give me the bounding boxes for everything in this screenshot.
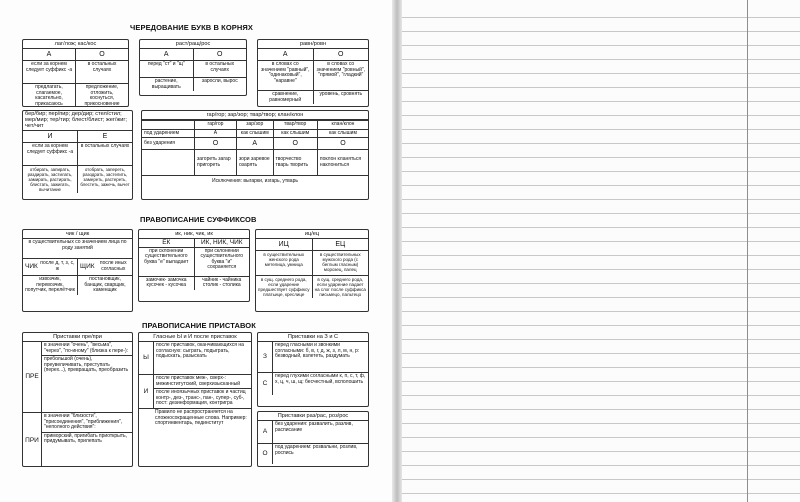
note: Правило не распространяется на сложносокращенные слова. Например: спортинвентарь, пединститут <box>155 408 247 427</box>
letter-z: З <box>258 342 273 372</box>
table-header: Приставки раз/рас, роз/рос <box>258 412 368 421</box>
rule-shchik: после иных согласных <box>99 260 127 272</box>
examples-ek: замочек- замочка кусочек - кусочка <box>145 276 187 289</box>
left-page <box>0 0 396 502</box>
table-lag-lozh <box>22 39 129 107</box>
examples-o: предложение, отложить, коснуться, прикосновение <box>75 84 128 107</box>
rule-a: без ударения: развалить, разлив, расписание <box>275 421 353 433</box>
rule-ik: при склонении существительного буква "и" сохраняется <box>194 248 250 276</box>
letter-o: О <box>75 49 128 60</box>
examples: загореть загар пригореть <box>195 150 237 176</box>
rule-ic-1: в существительных женского рода метелица, умница <box>263 252 305 267</box>
letter-o: О <box>193 49 247 60</box>
table-ber-bir <box>22 110 133 200</box>
examples-ik: чайник - чайника столик - столика <box>194 277 250 290</box>
table-ic-ec <box>255 229 369 312</box>
rule-i: если за корнем следует суффикс -а <box>26 143 74 155</box>
rule-a: в словах со значением "равный", "одинаковый", "наравне" <box>260 61 310 84</box>
suffixes-title: ПРАВОПИСАНИЕ СУФФИКСОВ <box>140 215 257 224</box>
table-header: Приставки на З и С <box>258 333 368 342</box>
col-head: зар/зор <box>236 121 273 130</box>
nostress-val: А <box>236 138 273 150</box>
table-header: иц/ец <box>256 230 368 239</box>
stress-val: как слышим <box>317 129 368 138</box>
letter-a: А <box>258 421 273 443</box>
rule-o: в остальных случаях <box>193 61 247 77</box>
examples-a: растение, выращивать <box>151 78 181 90</box>
examples-i: отбирать, запирать, раздирать, застилать, замирать, растирать, блистать, зажигать, вычитание <box>27 167 73 193</box>
rule-a: если за корнем следует суффикс -а <box>25 61 73 73</box>
table-header: чик / щик <box>23 230 132 239</box>
stress-val: А <box>195 129 237 138</box>
rule-z: перед гласными и звонкими согласными: б, в, г, д, ж, з, л, м, н, р: безводный, взлететь, раздумать <box>275 342 360 360</box>
table-y-i <box>138 332 252 467</box>
col-head: твар/твор <box>273 121 317 130</box>
letter-o: О <box>258 444 273 464</box>
letter-s: С <box>258 373 273 395</box>
prefix-pre: ПРЕ <box>23 342 42 412</box>
rule-o: под ударением: розвальни, розлив, роспись <box>275 444 358 456</box>
stress-val: как слышим <box>236 129 273 138</box>
rule-ek: при склонении существительного буква "е" выпадает <box>144 247 189 265</box>
rule-o: в остальных случаях <box>75 61 128 83</box>
prefix-pri: ПРИ <box>23 413 42 467</box>
table-header: раст/ращ/рос <box>140 40 246 49</box>
nostress-label: без ударения <box>142 138 195 150</box>
rule-chik: после д, т, з, с, ж <box>40 260 75 272</box>
examples: зори заревое озарять <box>236 150 273 176</box>
table-z-s <box>257 332 369 407</box>
rule-s: перед глухими согласными к, п, с, т, ф, х, ц, ч, ш, щ: бесчестный, всполошить <box>275 373 366 385</box>
roots-title: ЧЕРЕДОВАНИЕ БУКВ В КОРНЯХ <box>130 23 253 32</box>
table-header: гар/гор; зар/зор; твар/твор; клан/клон <box>142 111 368 120</box>
prefixes-title: ПРАВОПИСАНИЕ ПРИСТАВОК <box>142 321 256 330</box>
margin-line <box>747 0 748 502</box>
rule-ec-1: в существительных мужского рода (с беглым гласным) морозец, палец <box>312 251 369 275</box>
examples-shchik: постановщик, банщик, сварщик, каменщик <box>77 276 132 295</box>
table-ravn-rovn <box>257 39 369 107</box>
nostress-val: О <box>273 138 317 150</box>
table-header: Приставки пре/при <box>23 333 132 342</box>
suffix-ek: ЕК <box>162 239 171 246</box>
stress-val: как слышим <box>273 129 317 138</box>
letter-a: А <box>282 51 288 58</box>
table-ek-ik <box>138 229 250 302</box>
suffix-ik: ИК, НИК, ЧИК <box>194 239 250 247</box>
examples-e: отобрать, запереть, разодрать, застелить, замереть, растереть, блестеть, зажечь, вычет <box>77 166 132 193</box>
exceptions: Исключения: выгарки, изгарь, утварь <box>212 178 298 185</box>
table-header: лаг/лож; кас/кос <box>23 40 128 49</box>
rule-y: после приставок, оканчивающихся на согласную: сыграть, подыграть, подыскать, разыскать <box>156 342 244 360</box>
table-header: ик, ник, чик, ик <box>139 230 249 239</box>
examples-chik: извозчик, перевозчик, попутчик, перелётчик <box>25 276 75 294</box>
col-head: гар/гор <box>195 121 237 130</box>
rule: в существительных со значением лица по роду занятий <box>23 239 132 259</box>
examples-a: предлагать, слагаемое, касательно, прикасаюсь <box>35 84 63 107</box>
rule-ic-2: в сущ. среднего рода, если ударение предшествует суффиксу платьице, креслице <box>258 277 310 297</box>
rule-o: в словах со значением "ровный", "прямой", "гладкий" <box>313 61 369 90</box>
rule-e: в остальных случаях <box>77 143 132 165</box>
letter-e: Е <box>77 131 132 142</box>
right-page-ruled <box>398 0 800 502</box>
rule-ec-2: в сущ. среднего рода, если ударение падает на слог после суффикса письмецо, пальтецо <box>312 276 369 298</box>
table-raz-ras <box>257 411 369 467</box>
letter-y: Ы <box>139 342 154 374</box>
binding-gutter <box>392 0 402 502</box>
letter-i: И <box>139 375 154 408</box>
examples-o: уровень, сровнять <box>313 91 369 104</box>
nostress-val: О <box>195 138 237 150</box>
table-header: Гласные Ы и И после приставок <box>139 333 251 342</box>
examples: поклон кланяться наклониться <box>317 150 368 176</box>
table-gar-gor <box>141 110 369 200</box>
suffix-ec: ЕЦ <box>312 239 369 250</box>
rule-pre: в значении "очень", "весьма", "через", "по-иному" (близка к пере-): <box>42 342 132 356</box>
table-rast-ros <box>139 39 247 96</box>
examples-o: заросли, вырос <box>193 78 247 91</box>
letter-a: А <box>46 51 52 58</box>
examples-pre: пребольшой (очень), преувеличивать, преступать (перех...), превращать, преобразить <box>44 356 129 374</box>
nostress-val: О <box>317 138 368 150</box>
rule-a: перед "ст" и "щ" <box>147 61 185 67</box>
examples-a: сравнение, равномерный <box>269 91 302 103</box>
examples-pri: приморский, пригибать приоткрыть, придумывать, прилепать <box>44 432 128 445</box>
examples: творчество тварь творить <box>273 150 317 176</box>
suffix-ic: ИЦ <box>278 241 289 248</box>
letter-a: А <box>163 51 169 58</box>
rule-i-1: после приставок меж-, сверх-: межинститутский, сверхизысканный <box>154 375 251 389</box>
table-header: равн/ровн <box>258 40 368 49</box>
table-pre-pri <box>22 332 133 467</box>
col-head: клан/клон <box>317 121 368 130</box>
suffix-shchik: ЩИК <box>80 263 95 271</box>
rule-i-2: после иноязычных приставок и частиц контр-, дез-, транс-, пан-, супер-, суб-, пост: дезинформация, контригра <box>156 389 246 407</box>
suffix-chik: ЧИК <box>25 263 38 271</box>
table-chik-shchik <box>22 229 133 312</box>
rule-pri: в значении "близости", "присоединения", "приближения", "неполного действия": <box>42 413 132 433</box>
stress-label: под ударением <box>142 129 195 138</box>
letter-o: О <box>313 49 369 60</box>
table-header: бер/бир; пер/пир; дер/дир; стел/стил; мер/мир; тер/тир; блест/блист; жег/жиг; чет/чит <box>23 111 132 131</box>
letter-i: И <box>47 133 53 141</box>
